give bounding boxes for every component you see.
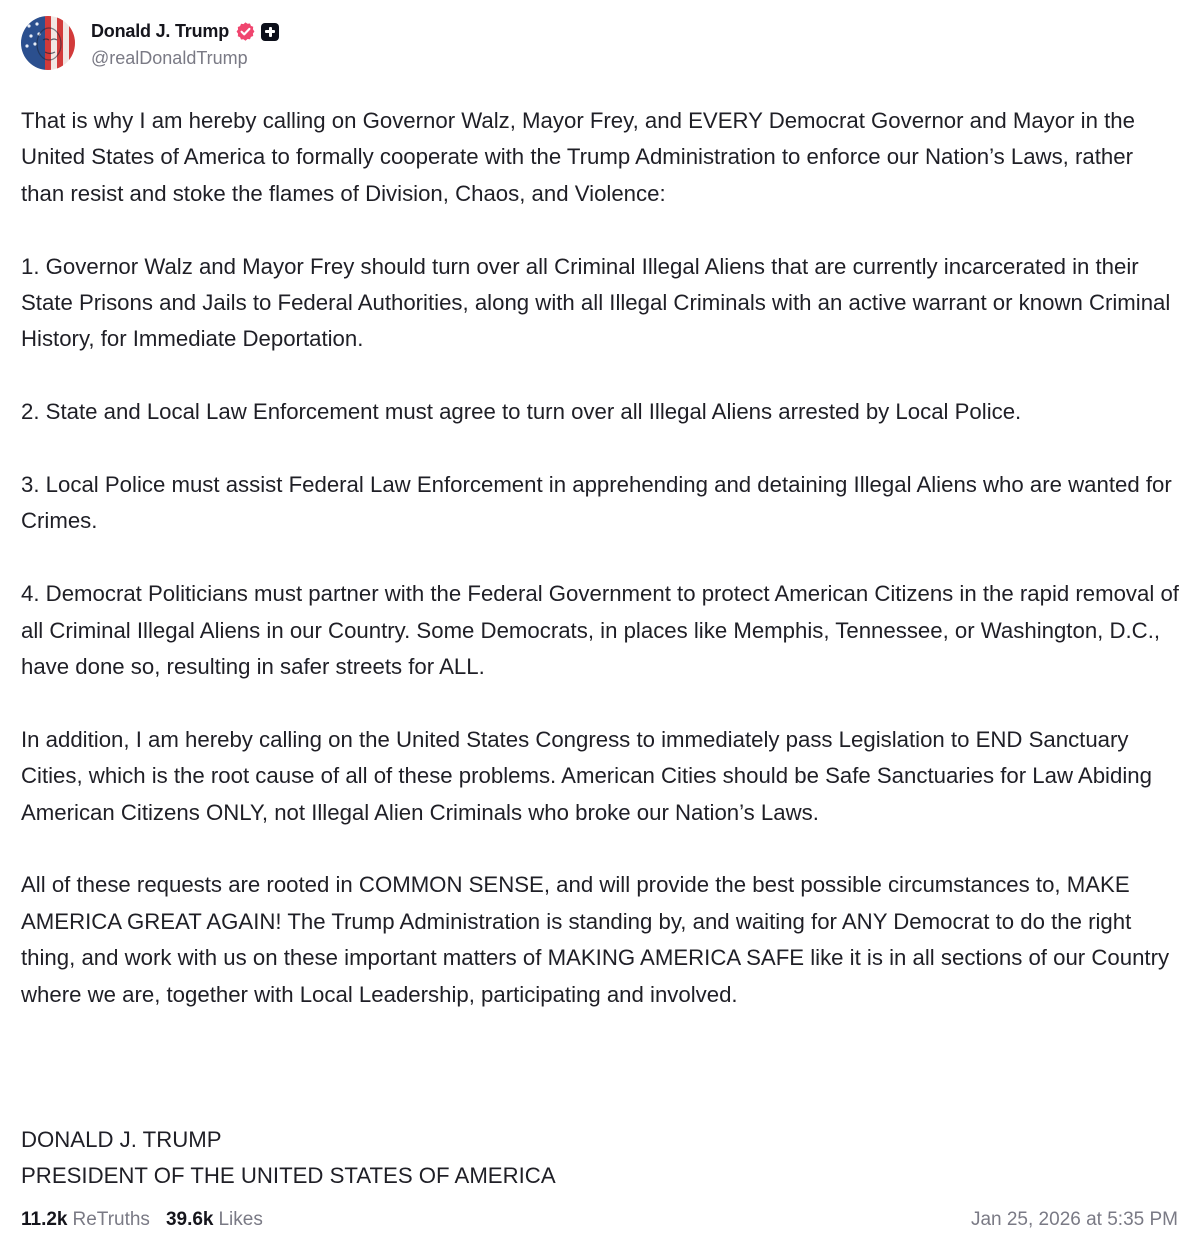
post-paragraph: 4. Democrat Politicians must partner with the Federal Government to protect American Citizens in the rapid removal of all Criminal Illegal Aliens in our Country. Some Democrats, in places like Memphis, Tennessee, or Washington, D.C., have done so, resulting in safer streets for ALL. xyxy=(21,581,1179,680)
avatar-flag-portrait-icon xyxy=(21,16,75,70)
post-paragraph: 1. Governor Walz and Mayor Frey should turn over all Criminal Illegal Aliens that are currently incarcerated in their State Prisons and Jails to Federal Authorities, along with all Illegal Criminals with an active warrant or known Criminal History, for Immediate Deportation. xyxy=(21,253,1171,352)
retruths-label: ReTruths xyxy=(72,1209,150,1230)
verified-badge-icon xyxy=(235,21,256,42)
post-timestamp[interactable]: Jan 25, 2026 at 5:35 PM xyxy=(970,1209,1178,1230)
signature-name: DONALD J. TRUMP xyxy=(21,1127,222,1152)
display-name[interactable]: Donald J. Trump xyxy=(91,21,230,41)
post-paragraph: All of these requests are rooted in COMMON SENSE, and will provide the best possible circumstances to, MAKE AMERICA GREAT AGAIN! The Trump Administration is standing by, and waiting for ANY Democrat to do the right thing, and work with us on these important matters of MAKING AMERICA SAFE like it is in all sections of our Country where we are, together with Local Leadership, participating and involved. xyxy=(21,872,1170,1007)
avatar[interactable] xyxy=(21,16,75,70)
post-paragraph: In addition, I am hereby calling on the United States Congress to immediately pass Legislation to END Sanctuary Cities, which is the root cause of all of these problems. American Cities should be Safe Sanctuaries for Law Abiding American Citizens ONLY, not Illegal Alien Criminals who broke our Nation’s Laws. xyxy=(21,726,1152,825)
user-handle[interactable]: @realDonaldTrump xyxy=(91,47,248,68)
likes-label: Likes xyxy=(218,1209,263,1230)
post-body xyxy=(21,103,1181,1049)
retruths-stat[interactable] xyxy=(21,1209,150,1231)
likes-count: 39.6k xyxy=(165,1209,214,1230)
post-paragraph: 2. State and Local Law Enforcement must agree to turn over all Illegal Aliens arrested by Local Police. xyxy=(21,399,1022,425)
post-signature xyxy=(21,1122,556,1195)
name-row xyxy=(91,18,279,46)
plus-badge-icon xyxy=(261,23,279,41)
post-paragraph: 3. Local Police must assist Federal Law Enforcement in apprehending and detaining Illegal Aliens who are wanted for Crimes. xyxy=(21,472,1172,534)
retruths-count: 11.2k xyxy=(21,1209,68,1230)
signature-title: PRESIDENT OF THE UNITED STATES OF AMERICA xyxy=(21,1163,556,1189)
likes-stat[interactable] xyxy=(166,1209,263,1231)
post-header xyxy=(21,16,279,70)
post-paragraph: That is why I am hereby calling on Governor Walz, Mayor Frey, and EVERY Democrat Governor and Mayor in the United States of America to formally cooperate with the Trump Administration to enforce our Nation’s Laws, rather than resist and stoke the flames of Division, Chaos, and Violence: xyxy=(21,108,1135,206)
post-stats xyxy=(21,1209,263,1231)
author-info xyxy=(91,18,279,69)
